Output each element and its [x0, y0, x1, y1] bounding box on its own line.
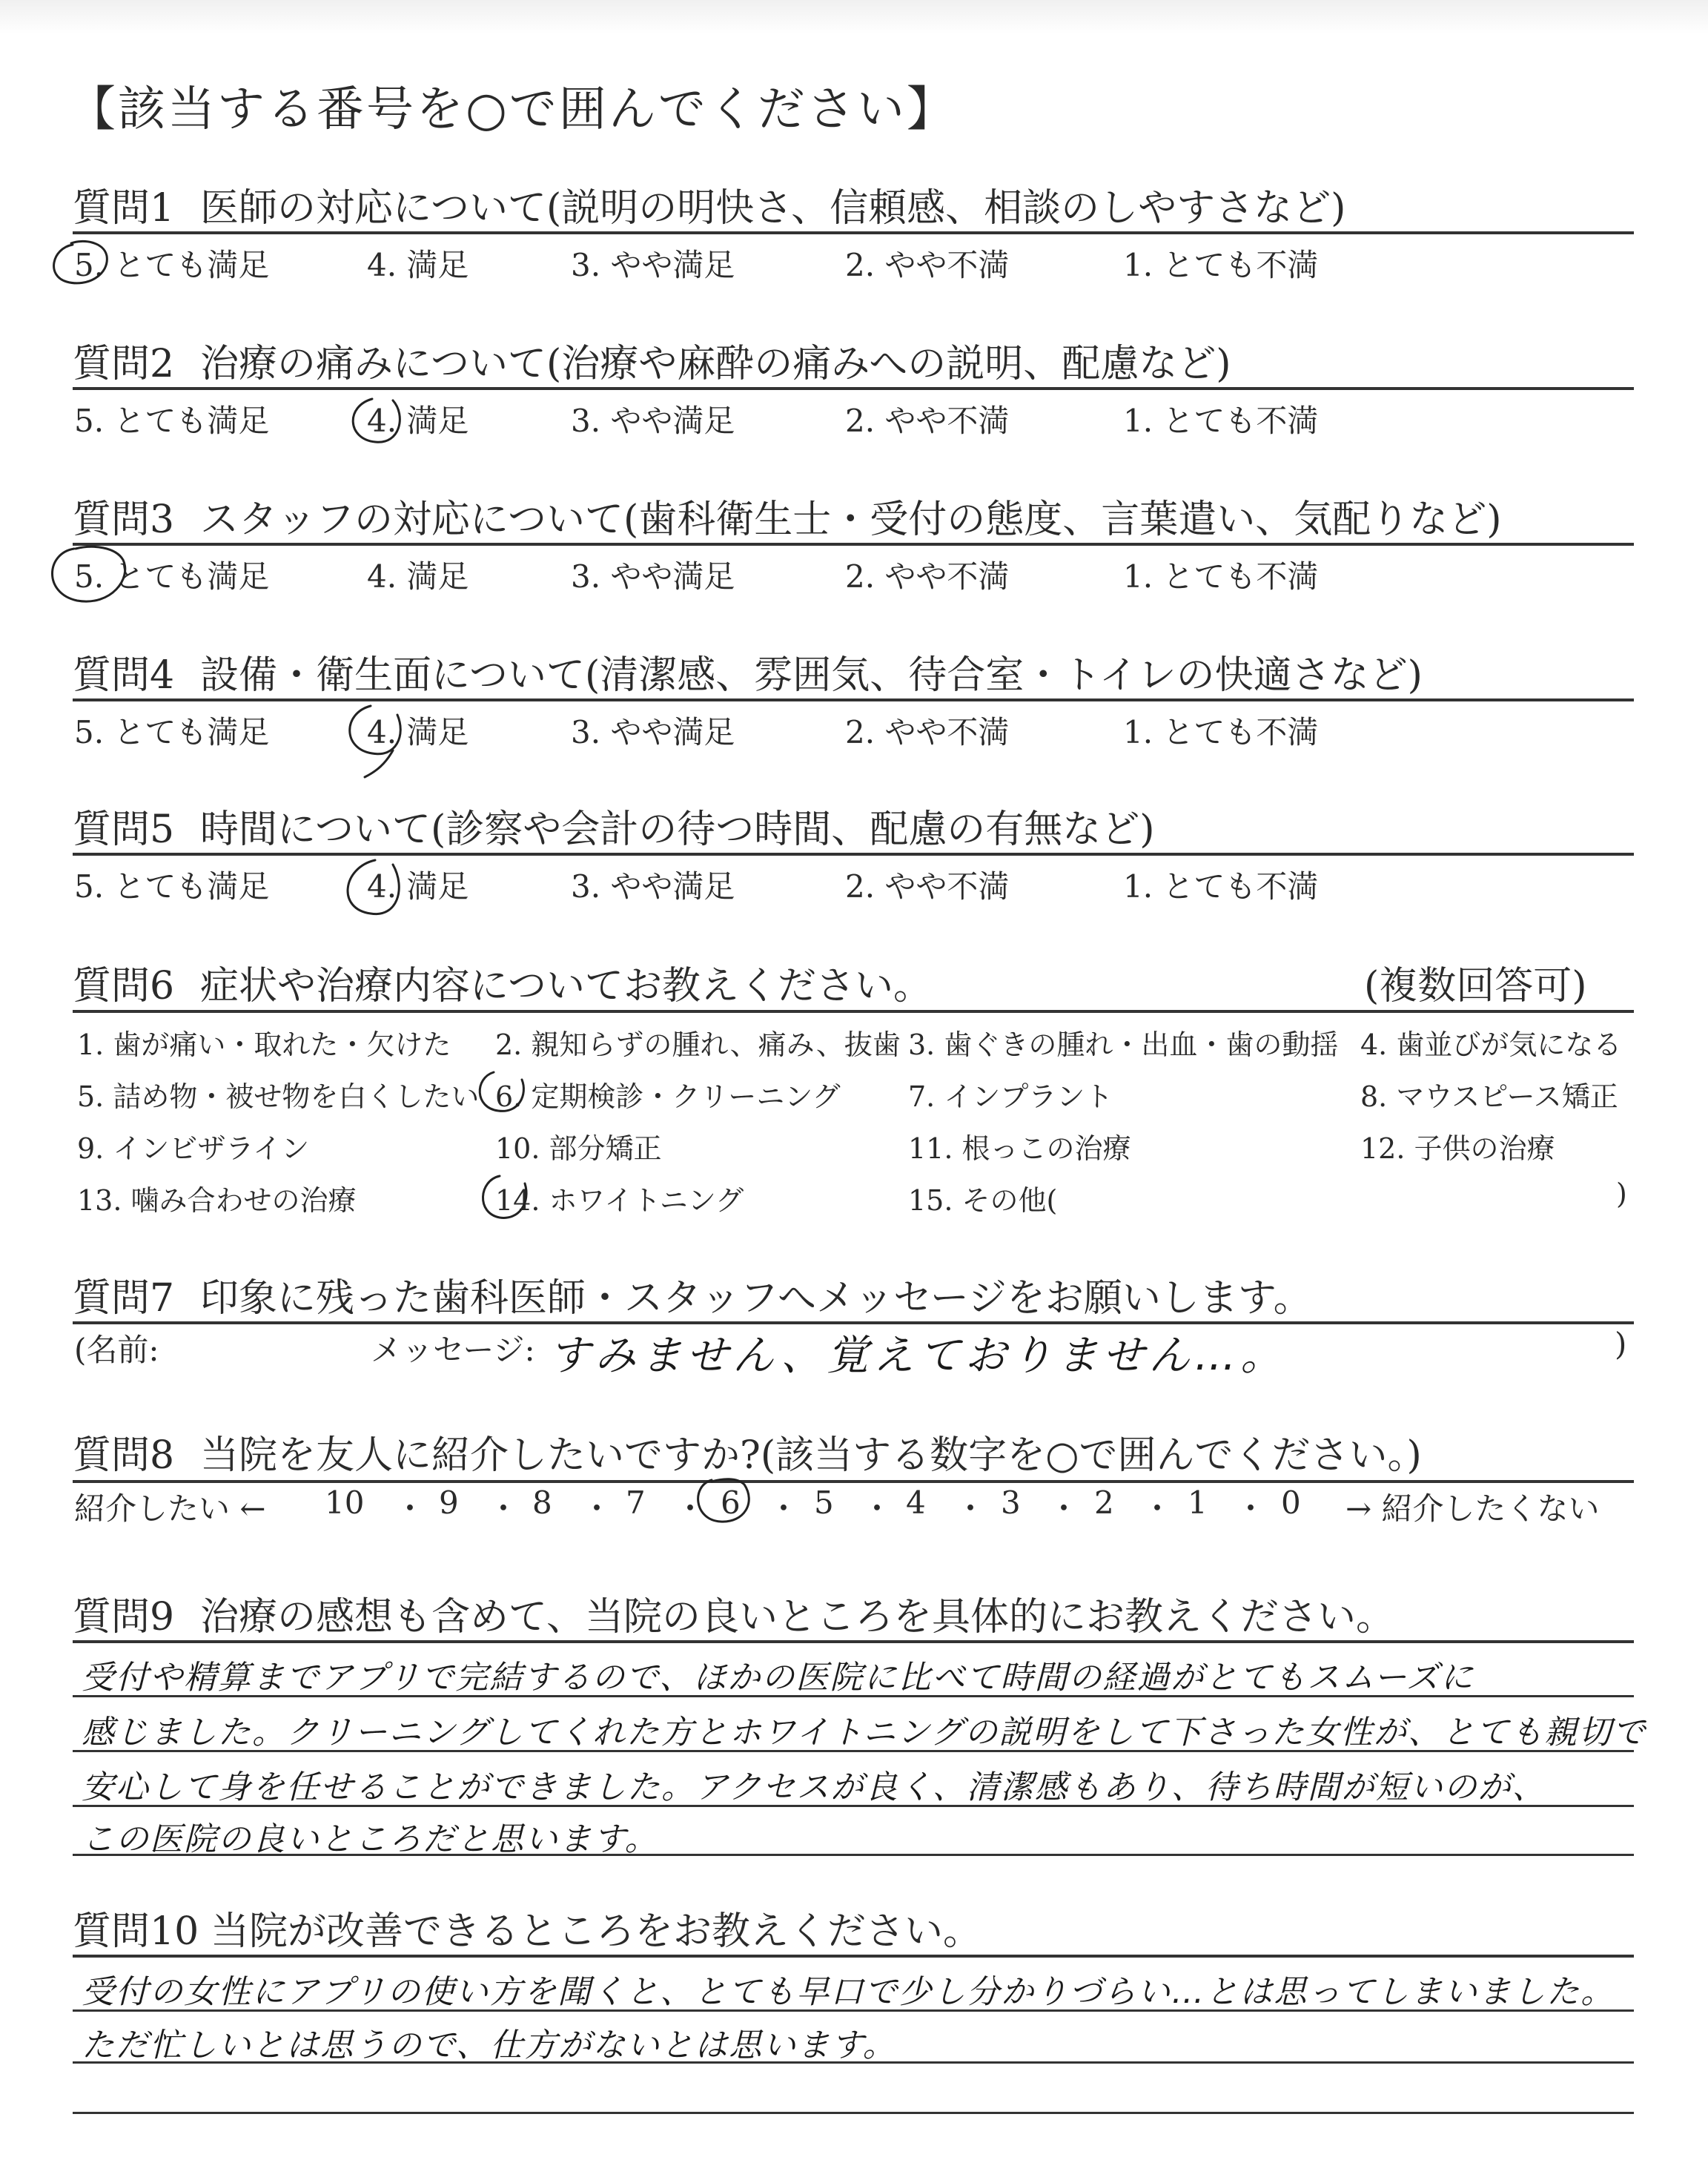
q2-option-5[interactable]: 5. とても満足 [74, 403, 270, 439]
q8-sep: ・ [581, 1490, 613, 1527]
question-2-rule [73, 387, 1634, 390]
question-7-label: 質問7 [73, 1276, 175, 1321]
q8-scale-2[interactable]: 2 [1094, 1484, 1114, 1521]
q6-option-1[interactable]: 1. 歯が痛い・取れた・欠けた [77, 1028, 451, 1061]
q8-scale-9[interactable]: 9 [439, 1484, 459, 1521]
question-6-note: (複数回答可) [1364, 964, 1587, 1008]
question-9-label: 質問9 [73, 1595, 175, 1639]
question-8-label: 質問8 [73, 1433, 175, 1478]
q7-message-label: メッセージ: [371, 1332, 535, 1368]
q8-right-label: → 紹介したくない [1345, 1490, 1600, 1527]
q1-option-1[interactable]: 1. とても不満 [1123, 247, 1319, 283]
answer-line [73, 2112, 1634, 2114]
question-3-label: 質問3 [73, 498, 175, 542]
q8-scale-8[interactable]: 8 [532, 1484, 552, 1521]
question-10-label: 質問10 [73, 1909, 199, 1954]
q1-option-5[interactable]: 5. とても満足 [74, 247, 270, 283]
q5-option-3[interactable]: 3. やや満足 [571, 868, 735, 905]
q6-option-3[interactable]: 3. 歯ぐきの腫れ・出血・歯の動揺 [908, 1028, 1339, 1061]
question-6-label: 質問6 [73, 964, 175, 1008]
q9-answer-line-2[interactable]: 感じました。クリーニングしてくれた方とホワイトニングの説明をして下さった女性が、とても親切で [82, 1714, 1647, 1751]
q8-scale-10[interactable]: 10 [325, 1484, 365, 1521]
question-7-text: 印象に残った歯科医師・スタッフへメッセージをお願いします。 [200, 1276, 1312, 1321]
question-9-rule [73, 1640, 1634, 1643]
q8-sep: ・ [955, 1490, 987, 1527]
q8-sep: ・ [861, 1490, 893, 1527]
scan-top-edge [0, 0, 1708, 34]
q8-sep: ・ [488, 1490, 520, 1527]
q8-sep: ・ [1235, 1490, 1267, 1527]
question-6-rule [73, 1010, 1634, 1013]
q1-option-4[interactable]: 4. 満足 [367, 247, 469, 283]
q7-name-label: (名前: [74, 1332, 159, 1368]
q9-answer-line-1[interactable]: 受付や精算までアプリで完結するので、ほかの医院に比べて時間の経過がとてもスムーズに [82, 1659, 1474, 1697]
q8-scale-4[interactable]: 4 [906, 1484, 926, 1521]
q6-option-15-close: ) [1616, 1178, 1627, 1210]
q6-option-6[interactable]: 6. 定期検診・クリーニング [495, 1080, 841, 1113]
q2-option-3[interactable]: 3. やや満足 [571, 403, 735, 439]
q6-option-5[interactable]: 5. 詰め物・被せ物を白くしたい [77, 1080, 480, 1113]
q9-answer-line-4[interactable]: この医院の良いところだと思います。 [82, 1820, 659, 1858]
question-4-text: 設備・衛生面について(清潔感、雰囲気、待合室・トイレの快適さなど) [200, 653, 1423, 698]
q6-option-11[interactable]: 11. 根っこの治療 [908, 1132, 1131, 1165]
q4-option-3[interactable]: 3. やや満足 [571, 714, 735, 750]
q8-left-label: 紹介したい ← [74, 1490, 266, 1527]
q8-sep: ・ [1048, 1490, 1080, 1527]
q4-option-1[interactable]: 1. とても不満 [1123, 714, 1319, 750]
q8-sep: ・ [768, 1490, 800, 1527]
question-6-text: 症状や治療内容についてお教えください。 [200, 964, 932, 1008]
q6-option-8[interactable]: 8. マウスピース矯正 [1360, 1080, 1618, 1113]
q8-sep: ・ [394, 1490, 426, 1527]
q3-option-5[interactable]: 5. とても満足 [74, 558, 270, 595]
q7-message-handwritten[interactable]: すみません、覚えておりません…。 [549, 1332, 1287, 1380]
question-5-label: 質問5 [73, 807, 175, 852]
question-1-label: 質問1 [73, 186, 175, 231]
q2-option-4[interactable]: 4. 満足 [367, 403, 469, 439]
q5-option-5[interactable]: 5. とても満足 [74, 868, 270, 905]
q10-answer-line-1[interactable]: 受付の女性にアプリの使い方を聞くと、とても早口で少し分かりづらい…とは思ってしまいました。 [82, 1973, 1615, 2011]
q6-option-2[interactable]: 2. 親知らずの腫れ、痛み、抜歯 [495, 1028, 901, 1061]
q6-option-12[interactable]: 12. 子供の治療 [1360, 1132, 1555, 1165]
question-2-text: 治療の痛みについて(治療や麻酔の痛みへの説明、配慮など) [200, 342, 1231, 386]
q8-scale-5[interactable]: 5 [814, 1484, 834, 1521]
q6-option-9[interactable]: 9. インビザライン [77, 1132, 310, 1165]
q9-answer-line-3[interactable]: 安心して身を任せることができました。アクセスが良く、清潔感もあり、待ち時間が短いのが、 [82, 1768, 1546, 1806]
question-10-text: 当院が改善できるところをお教えください。 [211, 1909, 982, 1954]
q8-scale-1[interactable]: 1 [1188, 1484, 1208, 1521]
q5-option-4[interactable]: 4. 満足 [367, 868, 469, 905]
question-1-rule [73, 231, 1634, 234]
question-5-rule [73, 853, 1634, 856]
q8-scale-3[interactable]: 3 [1001, 1484, 1021, 1521]
q8-scale-6[interactable]: 6 [721, 1484, 741, 1521]
q2-option-1[interactable]: 1. とても不満 [1123, 403, 1319, 439]
question-3-text: スタッフの対応について(歯科衛生士・受付の態度、言葉遣い、気配りなど) [200, 498, 1502, 542]
q1-option-3[interactable]: 3. やや満足 [571, 247, 735, 283]
question-4-rule [73, 698, 1634, 701]
question-1-text: 医師の対応について(説明の明快さ、信頼感、相談のしやすさなど) [200, 186, 1346, 231]
q6-option-10[interactable]: 10. 部分矯正 [495, 1132, 662, 1165]
q6-option-13[interactable]: 13. 噛み合わせの治療 [77, 1184, 357, 1217]
q8-scale-7[interactable]: 7 [626, 1484, 646, 1521]
q6-option-7[interactable]: 7. インプラント [908, 1080, 1113, 1113]
q3-option-2[interactable]: 2. やや不満 [845, 558, 1010, 595]
q8-sep: ・ [1142, 1490, 1174, 1527]
q10-answer-line-2[interactable]: ただ忙しいとは思うので、仕方がないとは思います。 [82, 2027, 897, 2064]
q8-scale-0[interactable]: 0 [1281, 1484, 1301, 1521]
question-4-label: 質問4 [73, 653, 175, 698]
question-3-rule [73, 543, 1634, 546]
q5-option-1[interactable]: 1. とても不満 [1123, 868, 1319, 905]
q4-option-4[interactable]: 4. 満足 [367, 714, 469, 750]
q3-option-4[interactable]: 4. 満足 [367, 558, 469, 595]
q1-option-2[interactable]: 2. やや不満 [845, 247, 1010, 283]
page-title: 【該当する番号を○で囲んでください】 [68, 82, 956, 137]
q4-option-5[interactable]: 5. とても満足 [74, 714, 270, 750]
q7-close-paren: ) [1615, 1326, 1627, 1362]
q6-option-14[interactable]: 14. ホワイトニング [495, 1184, 744, 1217]
q3-option-3[interactable]: 3. やや満足 [571, 558, 735, 595]
q6-option-15[interactable]: 15. その他( [908, 1184, 1058, 1217]
question-10-rule [73, 1955, 1634, 1958]
question-8-rule [73, 1480, 1634, 1483]
question-8-text: 当院を友人に紹介したいですか?(該当する数字を○で囲んでください。) [200, 1433, 1422, 1478]
q2-option-2[interactable]: 2. やや不満 [845, 403, 1010, 439]
q3-option-1[interactable]: 1. とても不満 [1123, 558, 1319, 595]
q4-option-2[interactable]: 2. やや不満 [845, 714, 1010, 750]
question-9-text: 治療の感想も含めて、当院の良いところを具体的にお教えください。 [200, 1595, 1394, 1639]
q6-option-4[interactable]: 4. 歯並びが気になる [1360, 1028, 1622, 1061]
question-2-label: 質問2 [73, 342, 175, 386]
q5-option-2[interactable]: 2. やや不満 [845, 868, 1010, 905]
question-5-text: 時間について(診察や会計の待つ時間、配慮の有無など) [200, 807, 1155, 852]
q8-sep: ・ [675, 1490, 706, 1527]
